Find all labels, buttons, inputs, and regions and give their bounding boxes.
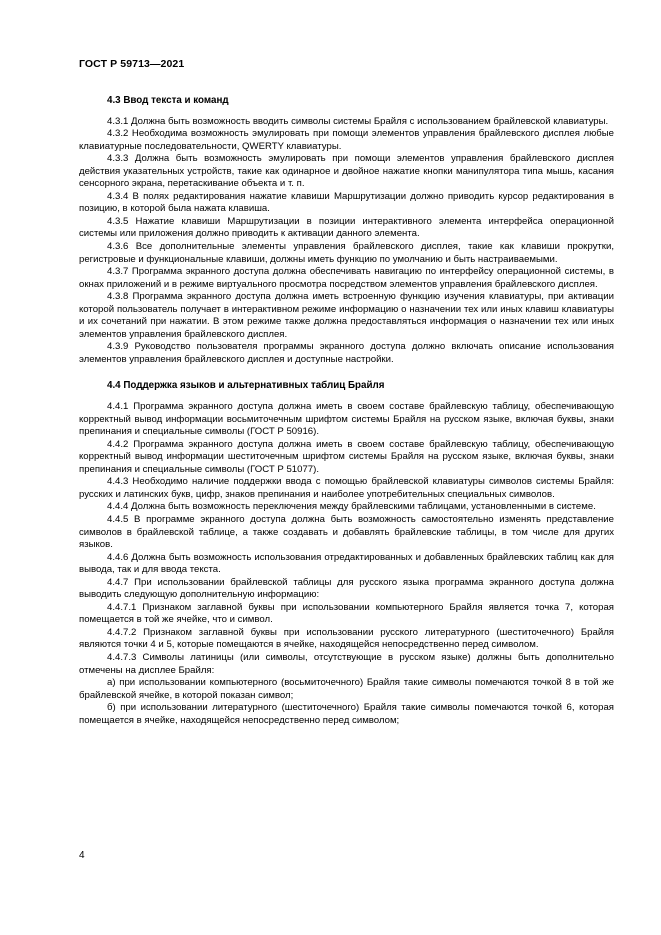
paragraph: 4.3.4 В полях редактирования нажатие клавиши Маршрутизации должно приводить курсор редактирования в позицию, в которой была нажата клавиша. [79, 190, 614, 215]
paragraph: 4.4.7.2 Признаком заглавной буквы при использовании русского литературного (шеститочечного) Брайля являются точки 4 и 5, которые помещаются в ячейке, находящейся непосредственно перед символом. [79, 626, 614, 651]
paragraph: 4.3.2 Необходима возможность эмулировать при помощи элементов управления брайлевского дисплея любые клавиатурные последовательности, QWERTY клавиатуры. [79, 128, 614, 152]
paragraph: 4.4.7 При использовании брайлевской таблицы для русского языка программа экранного доступа должна выводить следующую дополнительную информацию: [79, 576, 614, 601]
paragraph: 4.4.5 В программе экранного доступа должна быть возможность самостоятельно изменять представление символов в брайлевской таблице, а также создавать и добавлять брайлевские таблицы, в том числе для других языков. [79, 513, 614, 551]
paragraph: 4.4.7.3 Символы латиницы (или символы, отсутствующие в русском языке) должны быть дополнительно отмечены на дисплее Брайля: [79, 651, 614, 676]
paragraph: 4.3.1 Должна быть возможность вводить символы системы Брайля с использованием брайлевской клавиатуры. [107, 115, 609, 127]
paragraph: 4.3.9 Руководство пользователя программы экранного доступа должно включать описание использования элементов управления брайлевского дисплея и доступные настройки. [79, 341, 614, 365]
paragraph: 4.4.6 Должна быть возможность использования отредактированных и добавленных брайлевских таблиц как для вывода, так и для ввода текста. [79, 551, 614, 576]
paragraph: 4.4.1 Программа экранного доступа должна иметь в своем составе брайлевскую таблицу, обеспечивающую корректный вывод информации восьмиточечным шрифтом системы Брайля на русском языке, включая буквы, знаки препинания и специальные символы (ГОСТ Р 50916). [79, 401, 614, 438]
paragraph: 4.4.3 Необходимо наличие поддержки ввода с помощью брайлевской клавиатуры символов системы Брайля: русских и латинских букв, цифр, знаков препинания и наиболее употребительных специальных символов. [79, 476, 614, 500]
paragraph: 4.3.3 Должна быть возможность эмулировать при помощи элементов управления брайлевского дисплея действия указательных устройств, такие как одинарное и двойное нажатие кнопки манипулятора типа мышь, касания сенсорного экрана, перетаскивание объекта и т. п. [79, 153, 614, 190]
document-header: ГОСТ Р 59713—2021 [79, 58, 185, 70]
paragraph: 4.3.7 Программа экранного доступа должна обеспечивать навигацию по интерфейсу операционной системы, в окнах приложений и в режиме виртуального просмотра посредством элементов управления брайлевского дисплея. [79, 266, 614, 290]
list-item: а) при использовании компьютерного (восьмиточечного) Брайля такие символы помечаются точкой 8 в той же брайлевской ячейке, в которой показан символ; [79, 677, 614, 701]
paragraph: 4.4.2 Программа экранного доступа должна иметь в своем составе брайлевскую таблицу, обеспечивающую корректный вывод информации шеститочечным шрифтом системы Брайля на русском языке, включая буквы, знаки препинания и специальные символы (ГОСТ Р 51077). [79, 438, 614, 475]
page-number: 4 [79, 850, 85, 861]
document-body [79, 86, 614, 727]
section-heading-4-3: 4.3 Ввод текста и команд [107, 95, 229, 106]
paragraph: 4.3.5 Нажатие клавиши Маршрутизации в позиции интерактивного элемента интерфейса операционной системы или приложения должно приводить к активации данного элемента. [79, 215, 614, 240]
list-item: б) при использовании литературного (шеститочечного) Брайля такие символы помечаются точкой 6, которая помещается в ячейке, находящейся непосредственно перед символом; [79, 702, 614, 726]
paragraph: 4.3.8 Программа экранного доступа должна иметь встроенную функцию изучения клавиатуры, при активации которой пользователь получает в интерактивном режиме информацию о назначении тех или иных клавиш клавиатуры и их сочетаний при нажатии. В этом режиме также должна предоставляться информация о назначении тех или иных элементов управления брайлевского дисплея. [79, 291, 614, 340]
paragraph: 4.4.4 Должна быть возможность переключения между брайлевскими таблицами, установленными в системе. [107, 501, 596, 513]
section-heading-4-4: 4.4 Поддержка языков и альтернативных таблиц Брайля [107, 380, 385, 392]
paragraph: 4.3.6 Все дополнительные элементы управления брайлевского дисплея, такие как клавиши прокрутки, регистровые и функциональные клавиши, должны иметь функцию по умолчанию и быть настраиваемыми. [79, 241, 614, 265]
paragraph: 4.4.7.1 Признаком заглавной буквы при использовании компьютерного Брайля является точка 7, которая помещается в той же ячейке, что и символ. [79, 601, 614, 626]
